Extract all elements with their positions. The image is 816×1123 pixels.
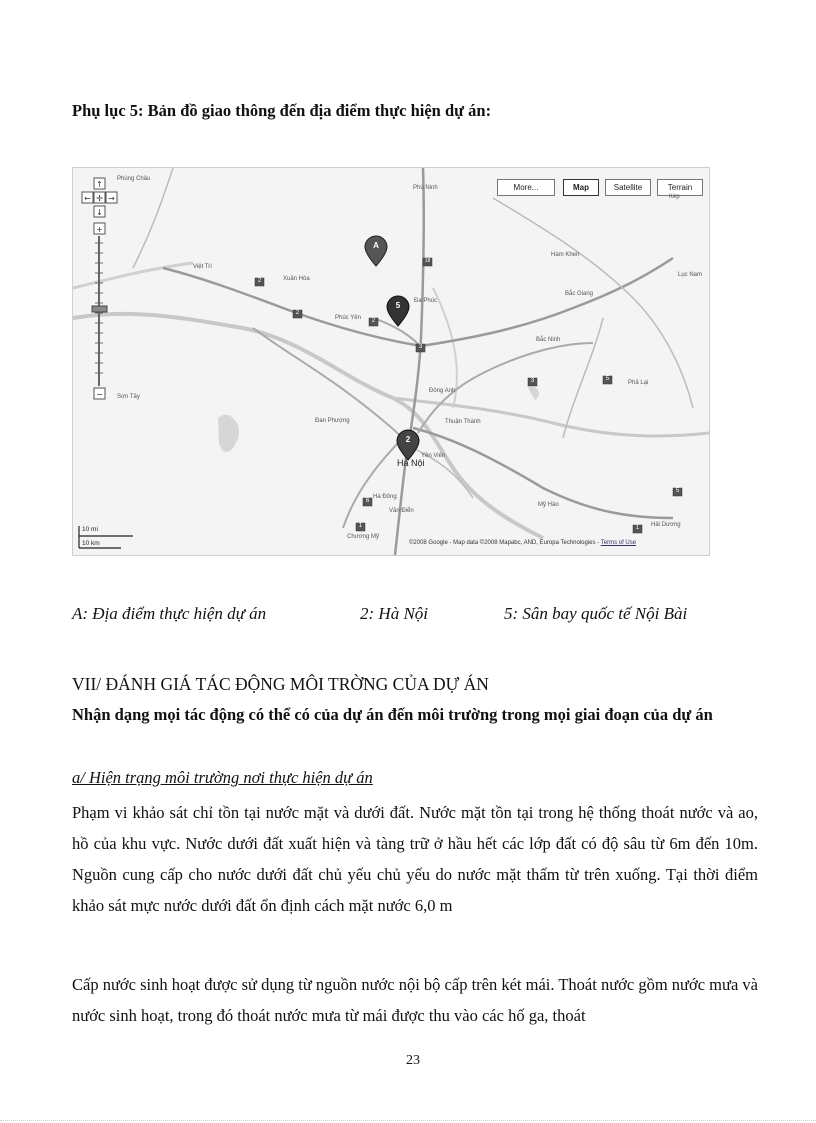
place-label: Phù Ninh — [413, 185, 438, 191]
place-label: Hà Đông — [373, 494, 397, 500]
route-shield: 2 — [295, 310, 300, 316]
map-type-terrain-button[interactable]: Terrain — [657, 179, 703, 196]
marker-2-pin[interactable]: 2 — [405, 435, 411, 444]
place-label: Hải Dương — [651, 522, 681, 528]
svg-text:↓: ↓ — [96, 208, 103, 217]
map-type-map-button[interactable]: Map — [563, 179, 599, 196]
route-shield: 2 — [371, 318, 376, 324]
route-shield: 6 — [365, 498, 370, 504]
copyright-text: ©2008 Google - Map data ©2008 Mapabc, AND, Europa Technologies - — [409, 540, 600, 546]
place-label: Phùng Châu — [117, 176, 151, 182]
map-copyright — [409, 540, 636, 546]
place-label: Phả Lại — [628, 380, 649, 386]
place-label: Thuận Thành — [445, 419, 481, 425]
route-shield: 3 — [530, 378, 535, 384]
svg-text:↑: ↑ — [96, 180, 103, 189]
scale-km: 10 km — [82, 540, 100, 547]
route-shield: 3 — [418, 344, 423, 350]
route-shield: 5 — [605, 376, 610, 382]
terms-of-use-link[interactable]: Terms of Use — [600, 540, 637, 546]
place-label: Văn Điển — [389, 508, 414, 514]
map-more-button[interactable]: More... — [497, 179, 555, 196]
scale-miles: 10 mi — [82, 526, 98, 533]
route-shield: 5 — [675, 488, 680, 494]
paragraph: Cấp nước sinh hoạt được sử dụng từ nguồn nước nội bộ cấp trên két mái. Thoát nước gồm nước mưa và nước sinh hoạt, trong đó thoát nước mưa từ mái được thu vào các hố ga, thoát — [72, 975, 758, 1025]
place-label: Chương Mỹ — [347, 534, 379, 540]
marker-5-pin[interactable]: 5 — [395, 301, 401, 310]
place-label: Bắc Giang — [565, 291, 594, 297]
legend-a: A: Địa điểm thực hiện dự án — [72, 604, 267, 623]
marker-a-pin[interactable]: A — [373, 241, 379, 250]
place-label: Đan Phượng — [315, 418, 350, 424]
place-label: Mỹ Hào — [538, 502, 559, 508]
place-label: Sơn Tây — [117, 394, 140, 400]
place-label: Việt Trì — [193, 264, 212, 270]
legend-5: 5: Sân bay quốc tế Nội Bài — [504, 604, 688, 623]
legend-2: 2: Hà Nội — [360, 604, 428, 623]
footer-divider — [0, 1120, 816, 1121]
place-label: Đông Anh — [429, 388, 456, 394]
svg-text:−: − — [96, 390, 103, 399]
map-type-satellite-button[interactable]: Satellite — [605, 179, 651, 196]
appendix-title: Phụ lục 5: Bản đồ giao thông đến địa điểm thực hiện dự án: — [72, 101, 492, 120]
route-shield: 1 — [635, 525, 640, 531]
section-title: VII/ ĐÁNH GIÁ TÁC ĐỘNG MÔI TRỜNG CỦA DỰ ÁN — [72, 674, 489, 694]
svg-text:+: + — [96, 225, 103, 234]
svg-text:✛: ✛ — [96, 194, 103, 203]
place-label: Xuân Hòa — [283, 276, 310, 282]
route-shield: 1 — [358, 523, 363, 529]
paragraph: Phạm vi khảo sát chỉ tồn tại nước mặt và dưới đất. Nước mặt tồn tại trong hệ thống thoát nước và ao, hồ của khu vực. Nước dưới đất xuất hiện và tàng trữ ở hầu hết các lớp đất có độ sâu từ 6m đến 10m. Nguồn cung cấp cho nước dưới đất chủ yếu chủ yếu do nước mặt thấm từ trên xuống. Tại thời điểm khảo sát mực nước dưới đất ổn định cách mặt nước 6,0 m — [72, 803, 758, 915]
place-label: Yên Viên — [421, 453, 446, 459]
place-label: Hàm Khen — [551, 252, 580, 258]
place-label: Kép — [669, 194, 680, 200]
place-label-hanoi: Hà Nội — [397, 458, 425, 468]
page-number: 23 — [406, 1053, 420, 1068]
route-shield: 2 — [257, 278, 262, 284]
place-label: Đa Phúc — [414, 298, 438, 304]
place-label: Lục Nam — [678, 272, 703, 278]
route-shield: 18 — [424, 258, 431, 264]
place-label: Bắc Ninh — [536, 337, 561, 343]
traffic-map[interactable] — [72, 167, 710, 556]
section-subtitle: Nhận dạng mọi tác động có thể có của dự án đến môi trường trong mọi giai đoạn của dự án — [72, 705, 713, 724]
subheading: a/ Hiện trạng môi trường nơi thực hiện dự án — [72, 768, 373, 787]
svg-text:←: ← — [84, 194, 91, 203]
svg-text:→: → — [108, 194, 115, 203]
place-label: Phúc Yên — [335, 315, 361, 321]
